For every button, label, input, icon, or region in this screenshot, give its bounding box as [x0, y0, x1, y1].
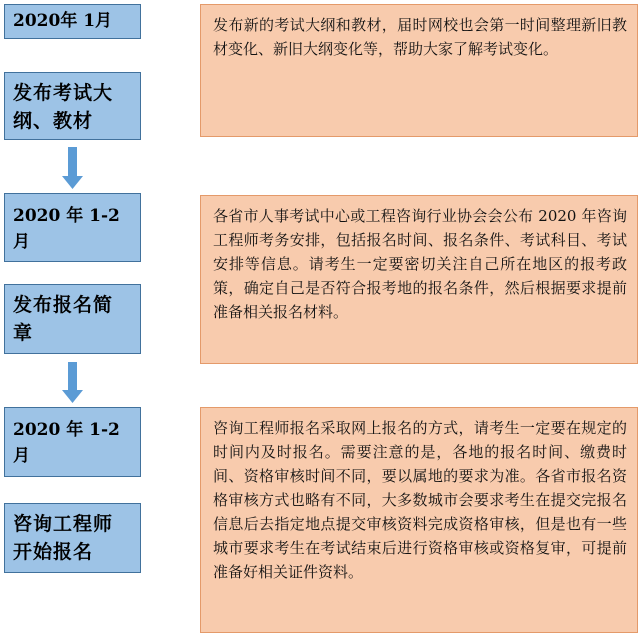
stage-1-description: 发布新的考试大纲和教材，届时网校也会第一时间整理新旧教材变化、新旧大纲变化等，帮助大家了解考试变化。	[200, 4, 638, 137]
stage-3-title: 咨询工程师开始报名	[4, 503, 141, 573]
stage-2-title: 发布报名简章	[4, 284, 141, 354]
stage-2-date: 2020 年 1-2 月	[4, 193, 141, 262]
stage-1-title: 发布考试大纲、教材	[4, 72, 141, 140]
stage-3-date: 2020 年 1-2 月	[4, 407, 141, 477]
stage-2-description: 各省市人事考试中心或工程咨询行业协会会公布 2020 年咨询工程师考务安排，包括报名时间、报名条件、考试科目、考试安排等信息。请考生一定要密切关注自己所在地区的报考政策，确定自己是否符合报考地的报名条件，然后根据要求提前准备相关报名材料。	[200, 195, 638, 364]
stage-1-date: 2020年 1月	[4, 4, 141, 39]
stage-3-description: 咨询工程师报名采取网上报名的方式，请考生一定要在规定的时间内及时报名。需要注意的是，各地的报名时间、缴费时间、资格审核时间不同，要以属地的要求为准。各省市报名资格审核方式也略有不同，大多数城市会要求考生在提交完报名信息后去指定地点提交审核资料完成资格审核，但是也有一些城市要求考生在考试结束后进行资格审核或资格复审，可提前准备好相关证件资料。	[200, 407, 638, 633]
